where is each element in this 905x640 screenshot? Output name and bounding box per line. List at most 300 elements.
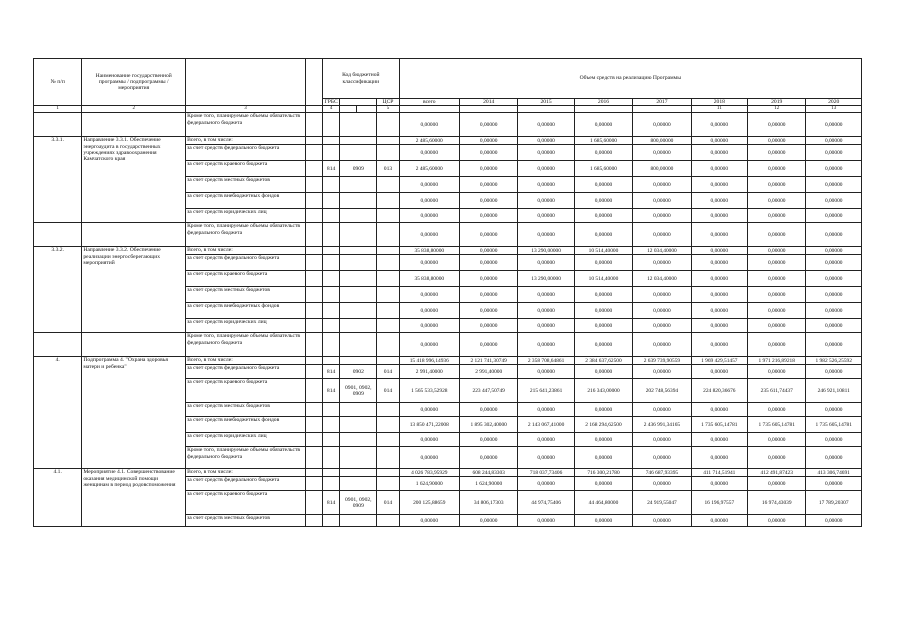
value-year: 0,00000 — [518, 447, 574, 469]
value-year: 2 384 637,62500 — [574, 357, 632, 365]
row-number — [34, 113, 82, 137]
value-total: 0,00000 — [399, 333, 459, 357]
csr-code — [377, 113, 399, 137]
value-year: 0,00000 — [459, 319, 517, 333]
value-year: 0,00000 — [691, 177, 747, 193]
value-year: 224 820,36676 — [691, 379, 747, 403]
value-year: 0,00000 — [633, 287, 691, 303]
value-year: 0,00000 — [459, 137, 517, 145]
value-year: 0,00000 — [748, 161, 806, 177]
value-year: 0,00000 — [748, 365, 806, 379]
row-number: 4. — [34, 357, 82, 469]
header-year: 2020 — [806, 99, 862, 106]
value-year: 1 735 605,14781 — [806, 417, 862, 433]
value-year: 0,00000 — [459, 247, 517, 255]
value-total: 0,00000 — [399, 515, 459, 527]
value-year: 0,00000 — [459, 113, 517, 137]
grbs-code — [323, 333, 340, 357]
blank-cell — [305, 357, 322, 365]
value-year: 0,00000 — [691, 477, 747, 491]
value-year: 0,00000 — [518, 177, 574, 193]
value-total: 0,00000 — [399, 113, 459, 137]
value-year: 1 895 302,40000 — [459, 417, 517, 433]
funding-source: за счет средств краевого бюджета — [186, 271, 306, 287]
csr-code — [377, 403, 399, 417]
value-year: 0,00000 — [574, 319, 632, 333]
rz-code — [340, 469, 377, 477]
value-year: 0,00000 — [459, 177, 517, 193]
value-year: 0,00000 — [518, 161, 574, 177]
row-name: Подпрограмма 4. "Охрана здоровья матери и ребенка" — [82, 357, 186, 469]
csr-code — [377, 177, 399, 193]
blank-cell — [305, 469, 322, 477]
value-year: 1 624,90000 — [459, 477, 517, 491]
value-year: 0,00000 — [459, 433, 517, 447]
column-index — [633, 106, 691, 113]
value-year: 0,00000 — [691, 433, 747, 447]
value-year: 0,00000 — [459, 271, 517, 287]
rz-code — [340, 113, 377, 137]
value-year: 1 685,60000 — [574, 161, 632, 177]
value-year: 0,00000 — [691, 447, 747, 469]
funding-source: Всего, в том числе: — [186, 357, 306, 365]
csr-code — [377, 137, 399, 145]
value-year: 0,00000 — [806, 177, 862, 193]
row-number: 3.3.2. — [34, 247, 82, 333]
table-row — [34, 137, 862, 145]
value-year: 0,00000 — [748, 403, 806, 417]
csr-code — [377, 209, 399, 223]
header-kbk: Код бюджетной классификации — [323, 59, 400, 99]
value-year: 800,00000 — [633, 161, 691, 177]
blank-cell — [305, 417, 322, 433]
value-year: 0,00000 — [518, 365, 574, 379]
funding-source: за счет средств федерального бюджета — [186, 145, 306, 161]
grbs-code — [323, 447, 340, 469]
header-year: 2014 — [459, 99, 517, 106]
value-year: 0,00000 — [691, 303, 747, 319]
grbs-code — [323, 145, 340, 161]
grbs-code: 814 — [323, 161, 340, 177]
row-name — [82, 333, 186, 357]
rz-code — [340, 319, 377, 333]
rz-code — [340, 477, 377, 491]
value-year: 0,00000 — [633, 177, 691, 193]
funding-source: Кроме того, планируемые объемы обязательств федерального бюджета — [186, 223, 306, 247]
row-number: 4.1. — [34, 469, 82, 527]
value-year: 0,00000 — [518, 433, 574, 447]
value-year: 0,00000 — [459, 145, 517, 161]
column-index — [459, 106, 517, 113]
value-year: 0,00000 — [518, 319, 574, 333]
value-year: 16 974,43039 — [748, 491, 806, 515]
csr-code — [377, 333, 399, 357]
rz-code — [340, 303, 377, 319]
row-name: Направление 3.3.2. Обеспечение реализации энергосберегающих мероприятий — [82, 247, 186, 333]
blank-cell — [305, 247, 322, 255]
grbs-code — [323, 193, 340, 209]
value-year: 0,00000 — [748, 113, 806, 137]
grbs-code — [323, 469, 340, 477]
funding-source: за счет средств местных бюджетов — [186, 177, 306, 193]
value-year: 0,00000 — [633, 223, 691, 247]
value-year: 2 143 067,41000 — [518, 417, 574, 433]
value-year: 0,00000 — [748, 209, 806, 223]
value-total: 0,00000 — [399, 209, 459, 223]
value-year: 0,00000 — [691, 209, 747, 223]
rz-code — [340, 193, 377, 209]
value-year: 0,00000 — [459, 255, 517, 271]
value-year: 0,00000 — [574, 433, 632, 447]
value-year: 34 806,17303 — [459, 491, 517, 515]
value-year: 10 514,40000 — [574, 247, 632, 255]
csr-code — [377, 417, 399, 433]
value-year: 412 491,87423 — [748, 469, 806, 477]
value-year: 1 969 429,51457 — [691, 357, 747, 365]
rz-code — [340, 209, 377, 223]
value-year: 0,00000 — [748, 303, 806, 319]
column-index: 5 — [377, 106, 399, 113]
header-year: 2016 — [574, 99, 632, 106]
column-index — [518, 106, 574, 113]
value-total: 200 125,88659 — [399, 491, 459, 515]
blank-cell — [305, 193, 322, 209]
value-year: 716 300,21780 — [574, 469, 632, 477]
header-num: № п/п — [34, 59, 82, 106]
value-year: 0,00000 — [574, 193, 632, 209]
value-year: 0,00000 — [748, 271, 806, 287]
value-year: 0,00000 — [459, 403, 517, 417]
grbs-code — [323, 433, 340, 447]
value-total: 0,00000 — [399, 177, 459, 193]
rz-code — [340, 145, 377, 161]
value-year: 0,00000 — [574, 145, 632, 161]
blank-cell — [305, 287, 322, 303]
value-total: 1 624,90000 — [399, 477, 459, 491]
value-year: 12 034,40000 — [633, 247, 691, 255]
grbs-code — [323, 137, 340, 145]
column-index-row — [34, 106, 862, 113]
grbs-code — [323, 223, 340, 247]
value-year: 0,00000 — [748, 447, 806, 469]
rz-code — [340, 417, 377, 433]
value-year: 0,00000 — [748, 433, 806, 447]
value-year: 0,00000 — [748, 145, 806, 161]
value-total: 2 991,40000 — [399, 365, 459, 379]
value-year: 0,00000 — [633, 255, 691, 271]
funding-source: Кроме того, планируемые объемы обязательств федерального бюджета — [186, 447, 306, 469]
funding-source: за счет средств юридических лиц — [186, 209, 306, 223]
column-index — [340, 106, 357, 113]
blank-cell — [305, 303, 322, 319]
value-total: 0,00000 — [399, 447, 459, 469]
funding-source: Кроме того, планируемые объемы обязательств федерального бюджета — [186, 333, 306, 357]
csr-code — [377, 271, 399, 287]
value-year: 0,00000 — [691, 145, 747, 161]
funding-source: за счет средств федерального бюджета — [186, 365, 306, 379]
value-year: 0,00000 — [748, 287, 806, 303]
header-volume: Объем средств на реализацию Программы — [399, 59, 861, 99]
value-year: 0,00000 — [748, 193, 806, 209]
blank-cell — [305, 161, 322, 177]
grbs-code — [323, 403, 340, 417]
funding-source: за счет средств краевого бюджета — [186, 379, 306, 403]
csr-code — [377, 193, 399, 209]
grbs-code: 814 — [323, 365, 340, 379]
funding-source: за счет средств юридических лиц — [186, 433, 306, 447]
value-year: 0,00000 — [806, 255, 862, 271]
row-name: Мероприятие 4.1. Совершенствование оказания медицинской помощи женщинам в период родовспоможения — [82, 469, 186, 527]
value-total: 13 850 471,22008 — [399, 417, 459, 433]
value-year: 2 168 294,62500 — [574, 417, 632, 433]
funding-source: Всего, в том числе: — [186, 247, 306, 255]
value-year: 411 714,51941 — [691, 469, 747, 477]
value-year: 0,00000 — [574, 365, 632, 379]
value-year: 0,00000 — [806, 333, 862, 357]
value-year: 0,00000 — [806, 303, 862, 319]
row-number: 3.3.1. — [34, 137, 82, 223]
value-total: 0,00000 — [399, 319, 459, 333]
value-year: 0,00000 — [748, 223, 806, 247]
value-year: 13 290,00000 — [518, 247, 574, 255]
value-year: 0,00000 — [806, 403, 862, 417]
csr-code — [377, 319, 399, 333]
value-year: 0,00000 — [518, 137, 574, 145]
value-year: 0,00000 — [806, 193, 862, 209]
value-year: 0,00000 — [633, 365, 691, 379]
value-year: 0,00000 — [574, 113, 632, 137]
blank-cell — [305, 365, 322, 379]
grbs-code — [323, 319, 340, 333]
funding-source: за счет средств краевого бюджета — [186, 161, 306, 177]
blank-cell — [305, 255, 322, 271]
blank-cell — [305, 379, 322, 403]
value-total: 0,00000 — [399, 145, 459, 161]
value-year: 1 982 526,25592 — [806, 357, 862, 365]
value-year: 0,00000 — [806, 209, 862, 223]
rz-code — [340, 333, 377, 357]
header-year: 2018 — [691, 99, 747, 106]
column-index: 1 — [34, 106, 82, 113]
csr-code — [377, 247, 399, 255]
rz-code — [340, 447, 377, 469]
blank-cell — [305, 113, 322, 137]
value-year: 223 447,50749 — [459, 379, 517, 403]
table-row — [34, 223, 862, 247]
value-year: 202 748,56394 — [633, 379, 691, 403]
value-total: 0,00000 — [399, 403, 459, 417]
csr-code: 013 — [377, 161, 399, 177]
value-total: 0,00000 — [399, 223, 459, 247]
value-year: 0,00000 — [748, 177, 806, 193]
value-total: 35 838,80000 — [399, 247, 459, 255]
value-year: 0,00000 — [518, 223, 574, 247]
value-year: 0,00000 — [459, 209, 517, 223]
grbs-code — [323, 287, 340, 303]
value-year: 0,00000 — [806, 365, 862, 379]
value-year: 718 037,73406 — [518, 469, 574, 477]
blank-cell — [305, 145, 322, 161]
value-year: 1 735 605,14781 — [748, 417, 806, 433]
rz-code: 0909 — [340, 161, 377, 177]
value-year: 0,00000 — [806, 271, 862, 287]
value-year: 746 687,93395 — [633, 469, 691, 477]
value-total: 0,00000 — [399, 303, 459, 319]
column-index — [399, 106, 459, 113]
grbs-code — [323, 255, 340, 271]
csr-code — [377, 255, 399, 271]
grbs-code — [323, 477, 340, 491]
value-year: 0,00000 — [574, 209, 632, 223]
column-index — [574, 106, 632, 113]
value-year: 0,00000 — [633, 113, 691, 137]
value-year: 235 611,74437 — [748, 379, 806, 403]
csr-code — [377, 469, 399, 477]
funding-source: за счет средств местных бюджетов — [186, 403, 306, 417]
grbs-code — [323, 247, 340, 255]
value-year: 0,00000 — [806, 145, 862, 161]
value-year: 246 921,10811 — [806, 379, 862, 403]
value-year: 0,00000 — [633, 515, 691, 527]
value-year: 10 514,40000 — [574, 271, 632, 287]
value-year: 0,00000 — [806, 319, 862, 333]
value-year: 0,00000 — [518, 403, 574, 417]
value-year: 0,00000 — [691, 287, 747, 303]
header-grbs: ГРБС — [324, 99, 338, 105]
value-year: 0,00000 — [518, 145, 574, 161]
value-year: 0,00000 — [691, 255, 747, 271]
value-year: 0,00000 — [574, 287, 632, 303]
value-year: 608 244,83303 — [459, 469, 517, 477]
value-year: 0,00000 — [633, 145, 691, 161]
funding-source: за счет средств краевого бюджета — [186, 491, 306, 515]
value-year: 44 974,75406 — [518, 491, 574, 515]
rz-code — [340, 255, 377, 271]
table-row — [34, 469, 862, 477]
value-year: 0,00000 — [518, 477, 574, 491]
column-index: 2 — [82, 106, 186, 113]
value-year: 0,00000 — [748, 319, 806, 333]
csr-code — [377, 447, 399, 469]
funding-source: за счет средств федерального бюджета — [186, 255, 306, 271]
value-year: 0,00000 — [574, 255, 632, 271]
blank-cell — [305, 477, 322, 491]
grbs-code: 814 — [323, 379, 340, 403]
funding-source: за счет средств юридических лиц — [186, 319, 306, 333]
value-year: 0,00000 — [691, 365, 747, 379]
value-year: 0,00000 — [691, 319, 747, 333]
value-year: 0,00000 — [691, 161, 747, 177]
value-year: 2 436 991,34165 — [633, 417, 691, 433]
column-index: 4 — [323, 106, 340, 113]
value-year: 0,00000 — [459, 303, 517, 319]
value-year: 0,00000 — [806, 161, 862, 177]
csr-code — [377, 357, 399, 365]
csr-code — [377, 433, 399, 447]
value-year: 0,00000 — [691, 333, 747, 357]
rz-code — [340, 515, 377, 527]
table-row — [34, 247, 862, 255]
value-year: 0,00000 — [748, 137, 806, 145]
csr-code — [377, 477, 399, 491]
funding-source: за счет средств местных бюджетов — [186, 287, 306, 303]
funding-source: за счет средств внебюджетных фондов — [186, 193, 306, 209]
column-index: 12 — [748, 106, 806, 113]
csr-code — [377, 287, 399, 303]
blank-cell — [305, 271, 322, 287]
value-year: 2 991,40000 — [459, 365, 517, 379]
value-year: 0,00000 — [691, 193, 747, 209]
value-year: 16 196,97557 — [691, 491, 747, 515]
funding-source: Всего, в том числе: — [186, 469, 306, 477]
value-total: 0,00000 — [399, 255, 459, 271]
value-year: 0,00000 — [633, 333, 691, 357]
rz-code — [340, 247, 377, 255]
rz-code: 0901, 0902, 0909 — [340, 379, 377, 403]
value-year: 0,00000 — [748, 515, 806, 527]
value-year: 0,00000 — [459, 333, 517, 357]
blank-cell — [305, 177, 322, 193]
budget-table — [33, 58, 862, 527]
funding-source: за счет средств внебюджетных фондов — [186, 303, 306, 319]
value-year: 0,00000 — [806, 247, 862, 255]
row-number — [34, 333, 82, 357]
csr-code: 014 — [377, 365, 399, 379]
grbs-code: 814 — [323, 491, 340, 515]
value-year: 0,00000 — [518, 113, 574, 137]
value-year: 0,00000 — [748, 333, 806, 357]
grbs-code — [323, 303, 340, 319]
rz-code — [340, 287, 377, 303]
rz-code — [340, 271, 377, 287]
blank-cell — [305, 333, 322, 357]
row-name: Направление 3.3.1. Обеспечение энергоаудита в государственных учреждениях здравоохранения Камчатского края — [82, 137, 186, 223]
blank-cell — [305, 491, 322, 515]
value-year: 800,00000 — [633, 137, 691, 145]
csr-code: 014 — [377, 491, 399, 515]
row-number — [34, 223, 82, 247]
value-year: 1 685,60000 — [574, 137, 632, 145]
value-year: 24 919,55047 — [633, 491, 691, 515]
value-total: 2 485,60000 — [399, 161, 459, 177]
value-year: 1 735 605,14781 — [691, 417, 747, 433]
blank-cell — [305, 447, 322, 469]
header-blank — [305, 59, 322, 106]
header-name: Наименование государственной программы / подпрограммы / мероприятия — [82, 59, 186, 106]
header-csr: ЦСР — [377, 99, 399, 106]
rz-code — [340, 137, 377, 145]
value-year: 0,00000 — [806, 137, 862, 145]
grbs-code — [323, 357, 340, 365]
value-year: 0,00000 — [691, 137, 747, 145]
value-year: 0,00000 — [459, 447, 517, 469]
value-year: 0,00000 — [574, 223, 632, 247]
column-index — [357, 106, 377, 113]
blank-cell — [305, 223, 322, 247]
value-total: 2 485,60000 — [399, 137, 459, 145]
value-total: 1 565 533,52928 — [399, 379, 459, 403]
grbs-code — [323, 113, 340, 137]
grbs-code — [323, 515, 340, 527]
rz-code — [340, 177, 377, 193]
value-year: 0,00000 — [459, 161, 517, 177]
funding-source: Кроме того, планируемые объемы обязательств федерального бюджета — [186, 113, 306, 137]
rz-code — [340, 403, 377, 417]
grbs-code — [323, 209, 340, 223]
blank-cell — [305, 209, 322, 223]
value-year: 0,00000 — [518, 193, 574, 209]
value-year: 0,00000 — [459, 515, 517, 527]
